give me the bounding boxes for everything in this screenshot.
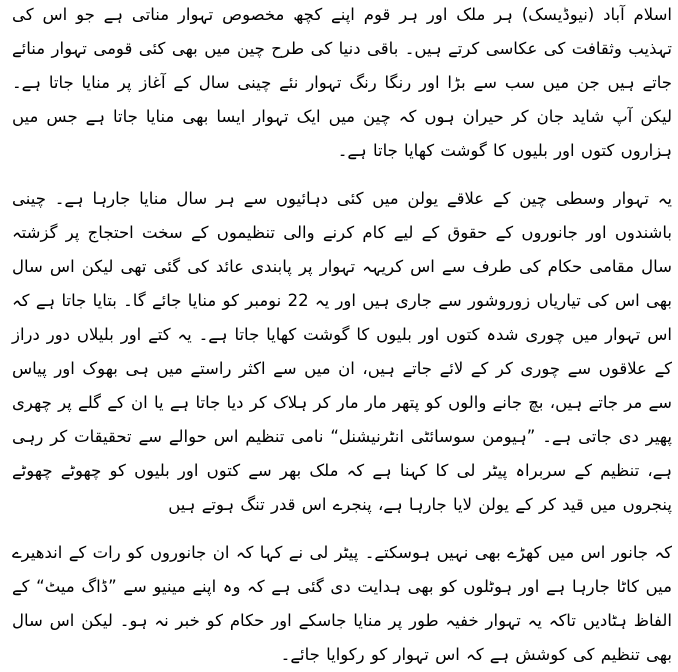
paragraph-2: یہ تہوار وسطی چین کے علاقے یولن میں کئی دہائیوں سے ہر سال منایا جارہا ہے۔ چینی باشندوں اور جانوروں کے حقوق کے لیے کام کرنے والی تنظیموں کے سخت احتجاج پر گزشتہ سال مقامی حکام کی طرف سے اس کریہہ تہوار پر پابندی عائد کی گئی تھی لیکن اس سال بھی اس کی تیاریاں زوروشور سے جاری ہیں اور یہ 22 نومبر کو منایا جائے گا۔ بتایا جاتا ہے کہ اس تہوار میں چوری شدہ کتوں اور بلیوں کا گوشت کھایا جاتا ہے۔ یہ کتے اور بلیلاں دور دراز کے علاقوں سے چوری کر کے لائے جاتے ہیں، ان میں سے اکثر راستے میں ہی بھوک اور پیاس سے مر جاتے ہیں، بچ جانے والوں کو پتھر مار مار کر ہلاک کر دیا جاتا ہے یا ان کے گلے پر چھری پھیر دی جاتی ہے۔ ”ہیومن سوسائٹی انٹرنیشنل“ نامی تنظیم اس حوالے سے تحقیقات کر رہی ہے، تنظیم کے سربراہ پیٹر لی کا کہنا ہے کہ ملک بھر سے کتوں اور بلیوں کو چھوٹے چھوٹے پنجروں میں قید کر کے یولن لایا جارہا ہے، پنجرے اس قدر تنگ ہوتے ہیں <box>12 189 673 514</box>
paragraph-1: اسلام آباد (نیوڈیسک) ہر ملک اور ہر قوم اپنے کچھ مخصوص تہوار مناتی ہے جو اس کی تہذیب وثقافت کی عکاسی کرتے ہیں۔ باقی دنیا کی طرح چین میں بھی کئی قومی تہوار منائے جاتے ہیں جن میں سب سے بڑا اور رنگا رنگ تہوار نئے چینی سال کے آغاز پر منایا جاتا ہے۔ لیکن آپ شاید جان کر حیران ہوں کہ چین میں ایک تہوار ایسا بھی منایا جاتا ہے جس میں ہزاروں کتوں اور بلیوں کا گوشت کھایا جاتا ہے۔ <box>12 5 672 160</box>
paragraph-3: کہ جانور اس میں کھڑے بھی نہیں ہوسکتے۔ پیٹر لی نے کہا کہ ان جانوروں کو رات کے اندھیرے میں کاٹا جارہا ہے اور ہوٹلوں کو بھی ہدایت دی گئی ہے کہ وہ اپنے مینیو سے ”ڈاگ میٹ“ کے الفاظ ہٹادیں تاکہ یہ تہوار خفیہ طور پر منایا جاسکے اور حکام کو خبر نہ ہو۔ لیکن اس سال بھی تنظیم کی کوشش ہے کہ اس تہوار کو رکوایا جائے۔ <box>12 543 672 664</box>
